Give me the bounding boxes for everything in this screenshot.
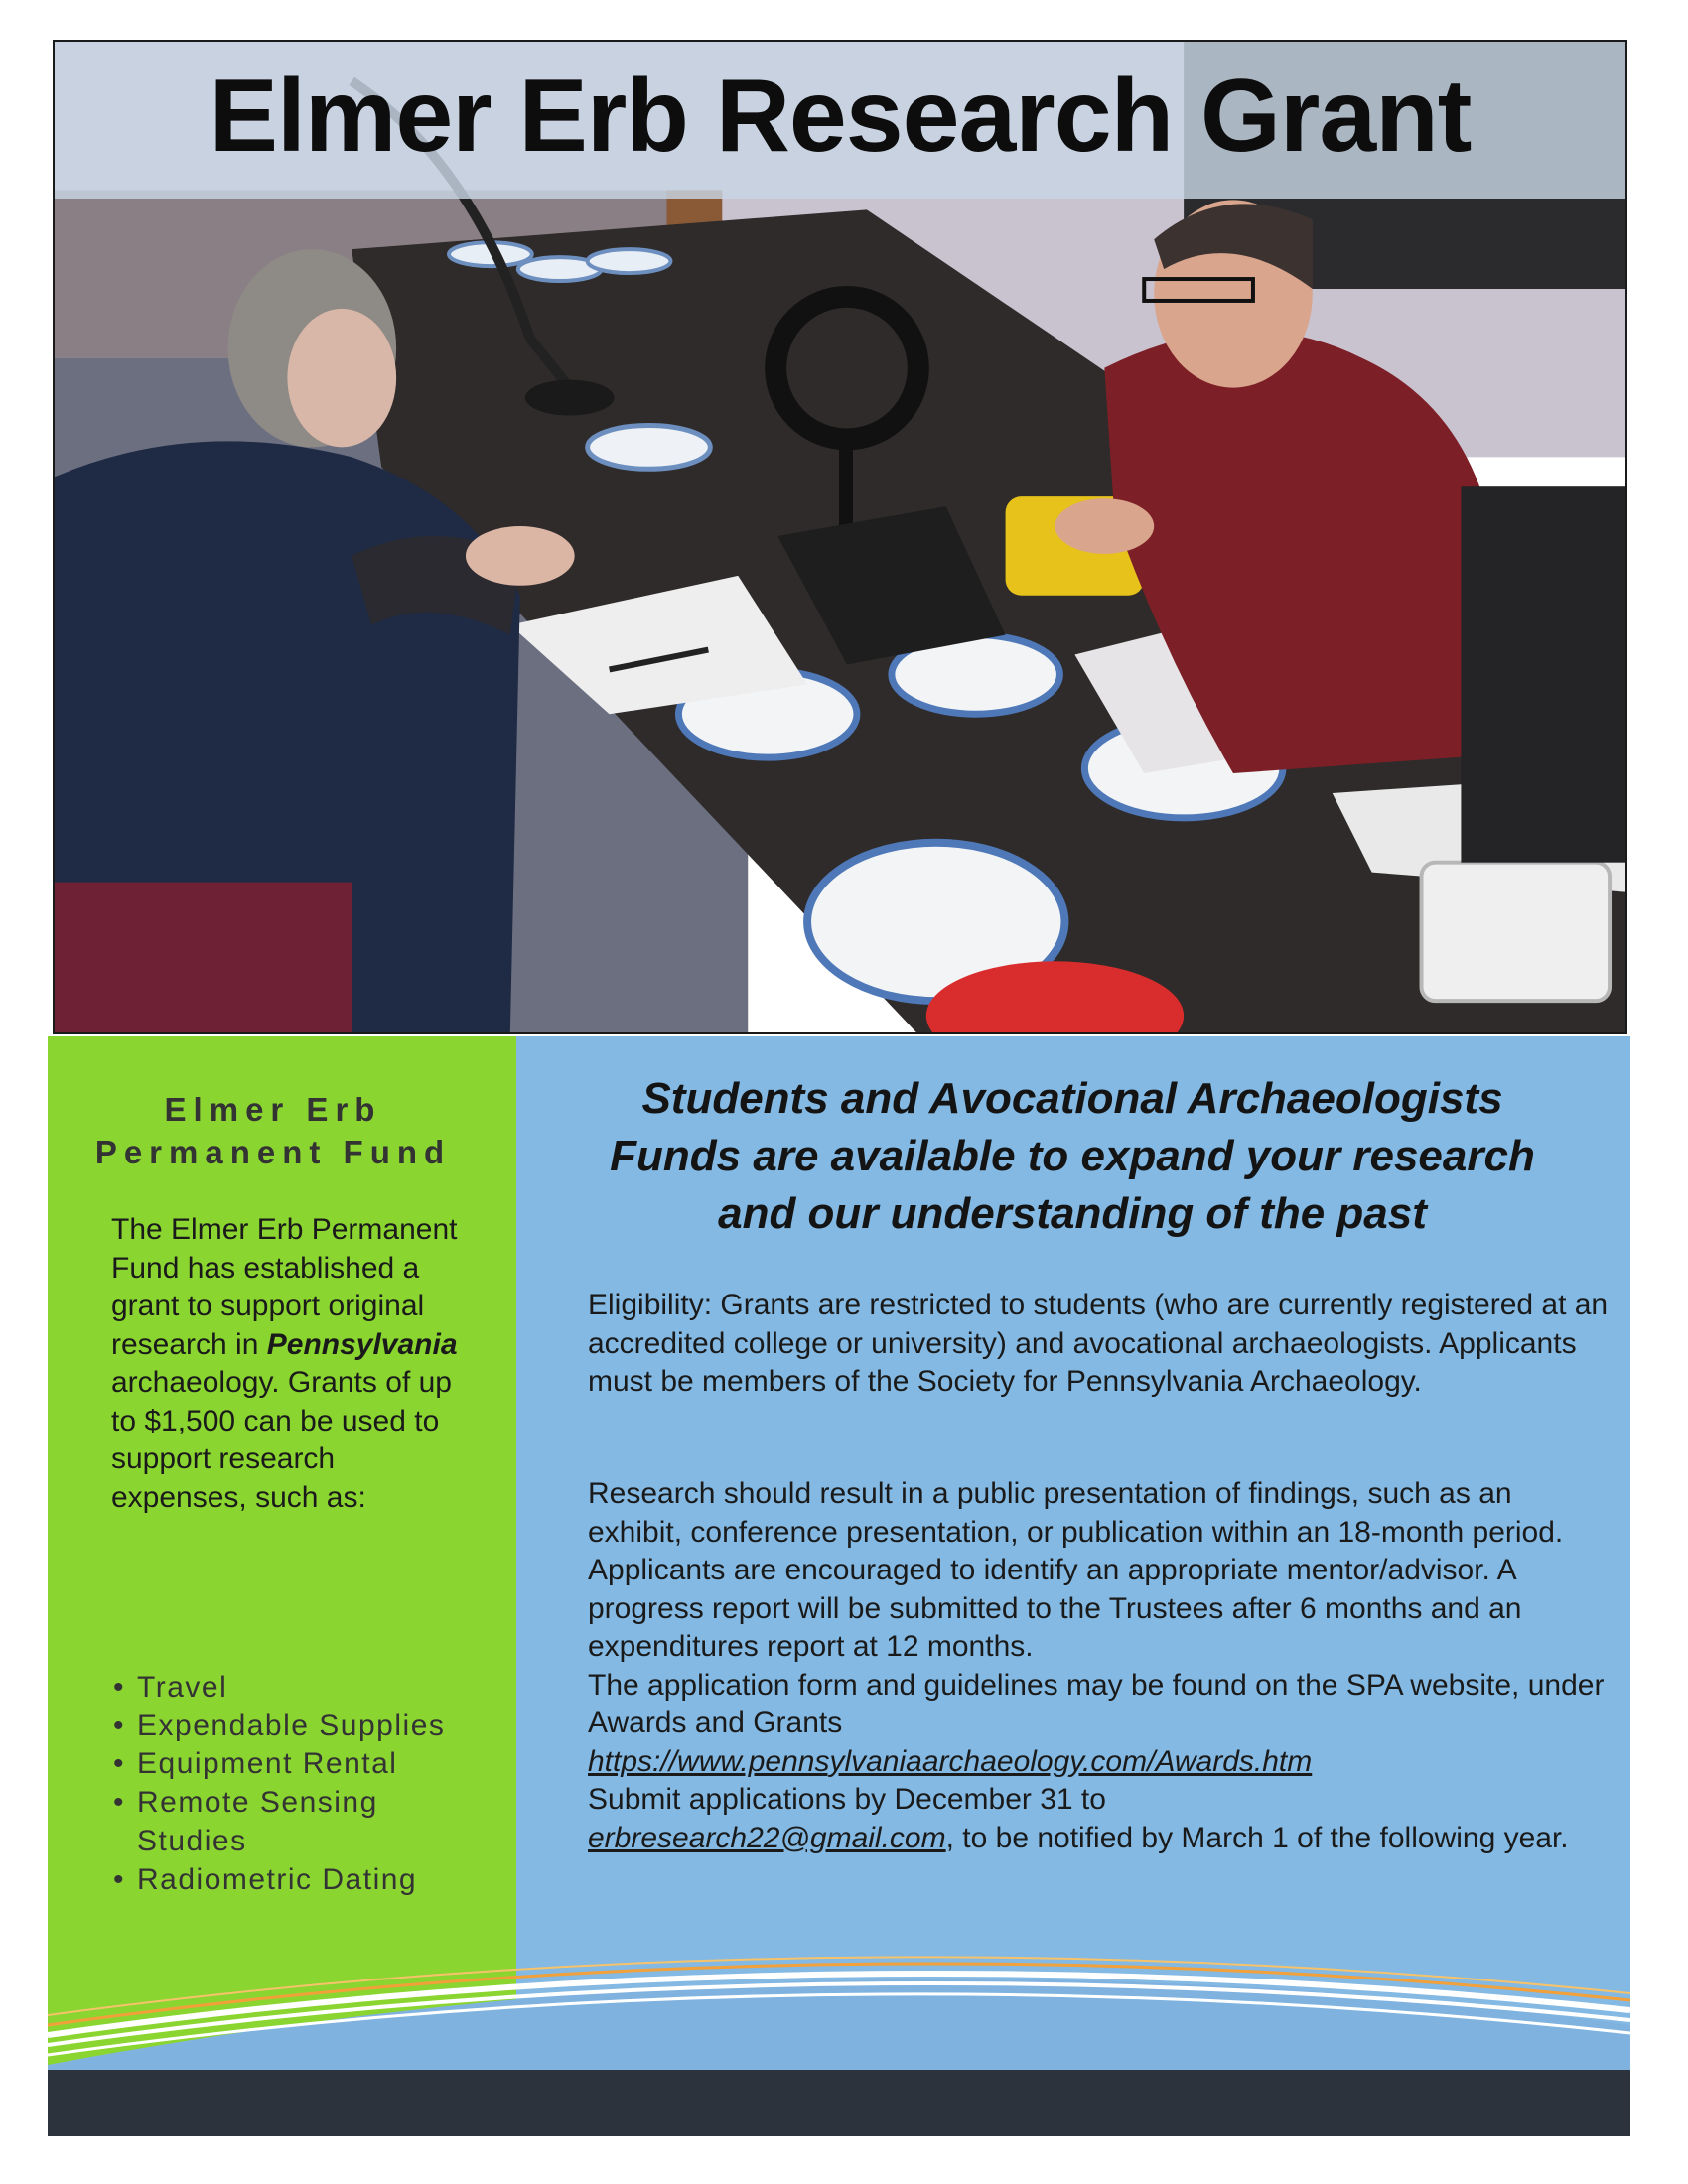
footer-bar <box>48 2070 1630 2136</box>
submit-line <box>588 1820 1611 1858</box>
page-title: Elmer Erb Research Grant <box>209 59 1472 174</box>
fund-heading-line2: Permanent Fund <box>94 1134 452 1170</box>
list-item: • Expendable Supplies <box>111 1707 469 1746</box>
fund-description-text: The Elmer Erb Permanent Fund has established a grant to support original research in <box>111 1213 458 1361</box>
expense-list <box>111 1669 469 1899</box>
fund-description-text-end: archaeology. Grants of up to $1,500 can be used to support research expenses, such as: <box>111 1366 452 1514</box>
fund-heading <box>70 1088 477 1173</box>
fund-description-emphasis: Pennsylvania <box>266 1327 458 1361</box>
list-item: • Remote Sensing Studies <box>111 1784 469 1860</box>
headline-line1: Students and Avocational Archaeologists <box>641 1074 1503 1123</box>
headline <box>536 1070 1609 1243</box>
application-text: The application form and guidelines may be found on the SPA website, under Awards and Grants <box>588 1668 1605 1739</box>
email-link[interactable]: erbresearch22@gmail.com <box>588 1821 946 1854</box>
eligibility-paragraph: Eligibility: Grants are restricted to students (who are currently registered at an accredited college or university) and avocational archaeologists. Applicants must be members of the Society for Pennsylvania Archaeology. <box>588 1289 1609 1398</box>
submit-text: Submit applications by December 31 to <box>588 1783 1106 1816</box>
fund-heading-line1: Elmer Erb <box>164 1091 382 1128</box>
research-paragraph <box>588 1475 1611 1857</box>
research-requirements-text: Research should result in a public presentation of findings, such as an exhibit, conference presentation, or publication within an 18-month period. Applicants are encouraged to identify an appropriate mentor/advisor. A progress report will be submitted to the Trustees after 6 months and an expenditures report at 12 months. <box>588 1477 1564 1663</box>
list-item: • Travel <box>111 1669 469 1707</box>
fund-description <box>111 1211 469 1517</box>
notify-text: , to be notified by March 1 of the following year. <box>945 1821 1569 1854</box>
headline-line3: and our understanding of the past <box>718 1189 1427 1238</box>
decorative-swoosh-icon <box>48 1916 1630 2095</box>
list-item: • Radiometric Dating <box>111 1861 469 1900</box>
list-item: • Equipment Rental <box>111 1745 469 1784</box>
header-photo <box>53 40 1627 1034</box>
awards-link[interactable]: https://www.pennsylvaniaarchaeology.com/Awards.htm <box>588 1744 1313 1778</box>
headline-line2: Funds are available to expand your research <box>610 1132 1535 1180</box>
